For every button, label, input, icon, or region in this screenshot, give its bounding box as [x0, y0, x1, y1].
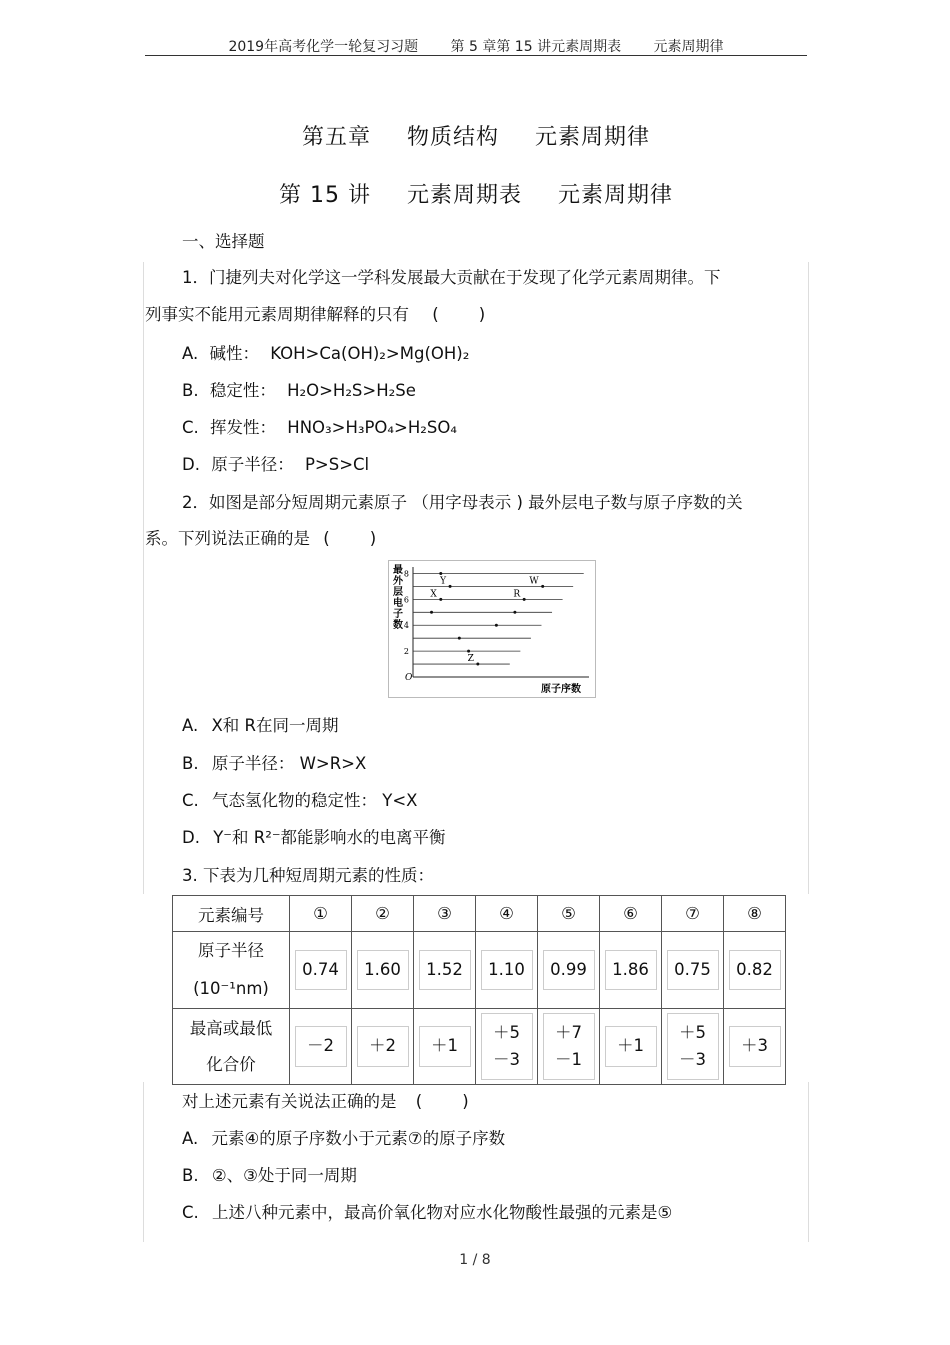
row-header-number: 元素编号 — [173, 896, 290, 932]
radius-cell: 0.82 — [724, 932, 786, 1009]
element-cell: ④ — [476, 896, 538, 932]
radius-cell: 0.99 — [538, 932, 600, 1009]
point-label: Y — [440, 576, 447, 587]
q3-question: 对上述元素有关说法正确的是 ( ) — [182, 1092, 469, 1111]
q3-stem: 3. 下表为几种短周期元素的性质： — [182, 866, 434, 885]
q3-option-b[interactable]: B. ②、③处于同一周期 — [182, 1166, 357, 1185]
origin-label: O — [405, 673, 413, 683]
radius-cell: 1.10 — [476, 932, 538, 1009]
data-point — [495, 624, 498, 627]
q2-option-d[interactable]: D. Y⁻和 R²⁻都能影响水的电离平衡 — [182, 828, 446, 847]
valence-cell: ＋5 －3 — [476, 1009, 538, 1085]
running-header — [145, 36, 807, 56]
data-point — [513, 611, 516, 614]
table-row-number — [173, 896, 786, 932]
chapter-title: 第五章 物质结构 元素周期律 — [301, 125, 651, 150]
valence-cell: ＋1 — [414, 1009, 476, 1085]
q1-stem-line2: 列事实不能用元素周期律解释的只有 ( ) — [145, 305, 486, 324]
element-cell: ③ — [414, 896, 476, 932]
data-point — [458, 637, 461, 640]
q2-option-b[interactable]: B. 原子半径： W>R>X — [182, 754, 367, 773]
data-point — [523, 598, 526, 601]
radius-cell: 1.60 — [352, 932, 414, 1009]
chart-svg — [389, 561, 595, 697]
q1-stem-line1: 1．门捷列夫对化学这一学科发展最大贡献在于发现了化学元素周期律。下 — [182, 268, 721, 287]
y-axis-label-char: 电 — [393, 598, 403, 609]
q1-option-d[interactable]: D. 原子半径： P>S>Cl — [182, 455, 370, 474]
x-axis-label: 原子序数 — [541, 684, 581, 695]
y-tick-label: 8 — [403, 569, 409, 579]
radius-cell: 1.86 — [600, 932, 662, 1009]
q2-option-a[interactable]: A. X和 R在同一周期 — [182, 716, 339, 735]
data-point — [476, 663, 479, 666]
y-tick-label: 4 — [403, 621, 409, 631]
header-chapter: 第 5 章第 15 讲元素周期表 — [450, 39, 622, 55]
page-number: 1 / 8 — [459, 1252, 491, 1268]
data-point — [439, 572, 442, 575]
element-cell: ⑧ — [724, 896, 786, 932]
valence-cell: ＋2 — [352, 1009, 414, 1085]
header-topic: 元素周期律 — [653, 39, 724, 55]
data-point — [467, 650, 470, 653]
header-rule — [145, 55, 807, 56]
q1-option-a[interactable]: A. 碱性： KOH>Ca(OH)₂>Mg(OH)₂ — [182, 344, 470, 363]
y-axis-label-char: 层 — [393, 587, 403, 598]
data-point — [541, 585, 544, 588]
valence-cell: ＋5 －3 — [662, 1009, 724, 1085]
point-label: X — [430, 589, 437, 600]
table-row-radius — [173, 932, 786, 1009]
section-heading: 一、选择题 — [182, 232, 265, 251]
y-axis-label-char: 数 — [393, 620, 403, 631]
valence-cell: ＋7 －1 — [538, 1009, 600, 1085]
radius-cell: 0.74 — [290, 932, 352, 1009]
element-cell: ⑦ — [662, 896, 724, 932]
y-axis-label-char: 外 — [393, 576, 403, 587]
electron-chart — [388, 560, 596, 698]
y-tick-label: 6 — [403, 595, 409, 605]
q3-option-a[interactable]: A. 元素④的原子序数小于元素⑦的原子序数 — [182, 1129, 506, 1148]
q1-option-b[interactable]: B. 稳定性： H₂O>H₂S>H₂Se — [182, 381, 416, 400]
y-axis-label-char: 最 — [393, 565, 403, 576]
point-label: Z — [467, 654, 474, 665]
point-label: R — [513, 589, 521, 600]
valence-cell: ＋1 — [600, 1009, 662, 1085]
valence-cell: ＋3 — [724, 1009, 786, 1085]
q2-stem-line1: 2．如图是部分短周期元素原子 （用字母表示 ) 最外层电子数与原子序数的关 — [182, 493, 743, 512]
table-row-valence — [173, 1009, 786, 1085]
data-point — [430, 611, 433, 614]
element-cell: ① — [290, 896, 352, 932]
valence-cell: －2 — [290, 1009, 352, 1085]
y-tick-label: 2 — [403, 647, 409, 657]
q2-option-c[interactable]: C. 气态氢化物的稳定性： Y<X — [182, 791, 418, 810]
data-point — [439, 598, 442, 601]
y-axis-label-char: 子 — [393, 609, 403, 620]
point-label: W — [529, 576, 539, 587]
row-header-radius: 原子半径 (10⁻¹nm) — [173, 932, 290, 1009]
data-point — [449, 585, 452, 588]
row-header-valence: 最高或最低 化合价 — [173, 1009, 290, 1085]
q2-stem-line2: 系。下列说法正确的是 ( ) — [145, 529, 377, 548]
header-title: 2019年高考化学一轮复习习题 — [228, 39, 419, 55]
element-properties-table — [172, 895, 786, 1085]
q3-option-c[interactable]: C. 上述八种元素中，最高价氧化物对应水化物酸性最强的元素是⑤ — [182, 1203, 673, 1222]
element-cell: ⑤ — [538, 896, 600, 932]
radius-cell: 0.75 — [662, 932, 724, 1009]
q1-option-c[interactable]: C. 挥发性： HNO₃>H₃PO₄>H₂SO₄ — [182, 418, 457, 437]
lecture-title: 第 15 讲 元素周期表 元素周期律 — [278, 183, 673, 208]
radius-cell: 1.52 — [414, 932, 476, 1009]
element-cell: ⑥ — [600, 896, 662, 932]
element-cell: ② — [352, 896, 414, 932]
